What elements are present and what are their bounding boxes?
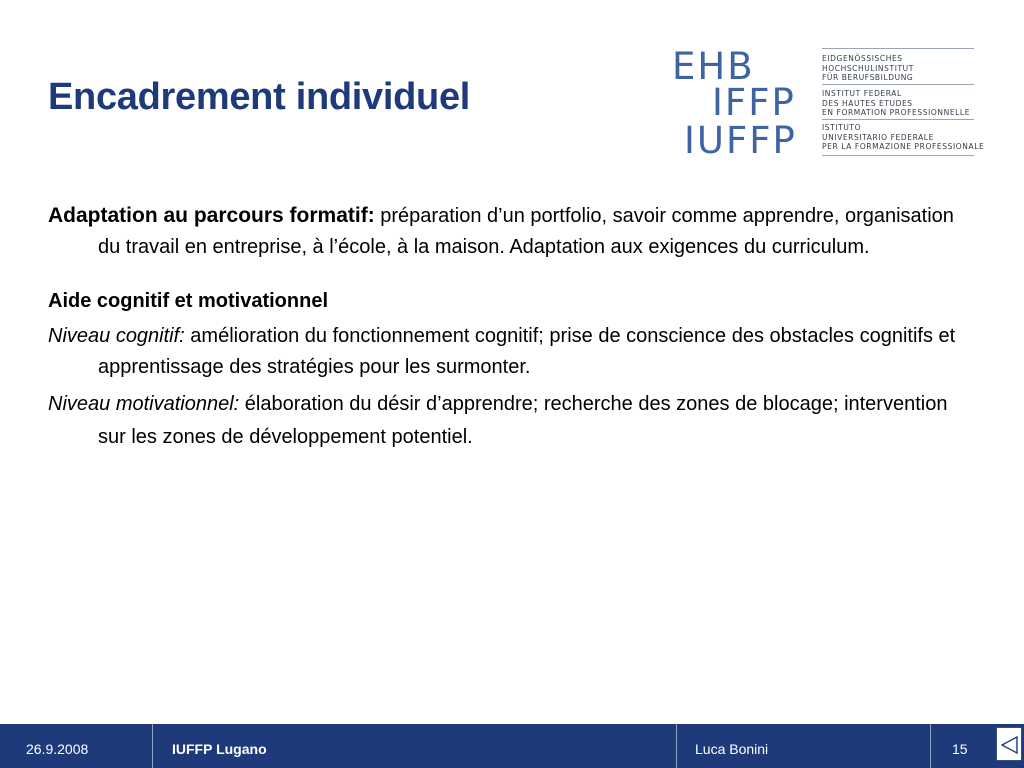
paragraph-text: élaboration du désir d’apprendre; recherche des zones de blocage; intervention sur les zones de développement potentiel.: [98, 393, 948, 448]
slide-title: Encadrement individuel: [48, 76, 471, 118]
logo-rule: [822, 84, 974, 85]
footer-institution: IUFFP Lugano: [172, 741, 267, 757]
logo-text-german: EIDGENÖSSISCHES HOCHSCHULINSTITUT FÜR BERUFSBILDUNG: [822, 54, 914, 82]
paragraph-cognitive: [48, 321, 968, 383]
footer-bar: [0, 724, 1024, 768]
page-number: 15: [952, 741, 968, 757]
logo-mark-ehb: EHB: [672, 45, 755, 88]
logo-mark-iffp: IFFP: [712, 81, 796, 124]
section-heading: Aide cognitif et motivationnel: [48, 290, 329, 312]
footer-divider: [676, 724, 677, 768]
paragraph-lead: Niveau motivationnel:: [48, 393, 240, 415]
paragraph-lead: Adaptation au parcours formatif:: [48, 204, 375, 227]
footer-divider: [152, 724, 153, 768]
footer-author: Luca Bonini: [695, 741, 769, 757]
paragraph-text: préparation d’un portfolio, savoir comme apprendre, organisation du travail en entreprise, à l’école, à la maison. Adaptation aux exigences du curriculum.: [98, 205, 954, 258]
institution-logo: [672, 42, 985, 162]
logo-text-french: INSTITUT FEDERAL DES HAUTES ETUDES EN FORMATION PROFESSIONNELLE: [822, 89, 971, 117]
logo-mark-iuffp: IUFFP: [684, 119, 797, 162]
footer-divider: [930, 724, 931, 768]
logo-text-italian: ISTITUTO UNIVERSITARIO FEDERALE PER LA FORMAZIONE PROFESSIONALE: [822, 123, 985, 151]
slide-body: [48, 200, 968, 454]
paragraph-lead: Niveau cognitif:: [48, 325, 185, 347]
previous-slide-button[interactable]: [996, 727, 1022, 761]
paragraph-text: amélioration du fonctionnement cognitif; prise de conscience des obstacles cognitifs et apprentissage des stratégies pour les surmonter.: [98, 325, 956, 378]
paragraph-adaptation: [48, 200, 968, 263]
logo-rule: [822, 155, 974, 156]
triangle-left-icon: [1001, 736, 1019, 754]
footer-date: 26.9.2008: [26, 741, 89, 757]
logo-rule: [822, 119, 974, 120]
paragraph-motivational: [48, 388, 968, 454]
logo-rule: [822, 48, 974, 49]
